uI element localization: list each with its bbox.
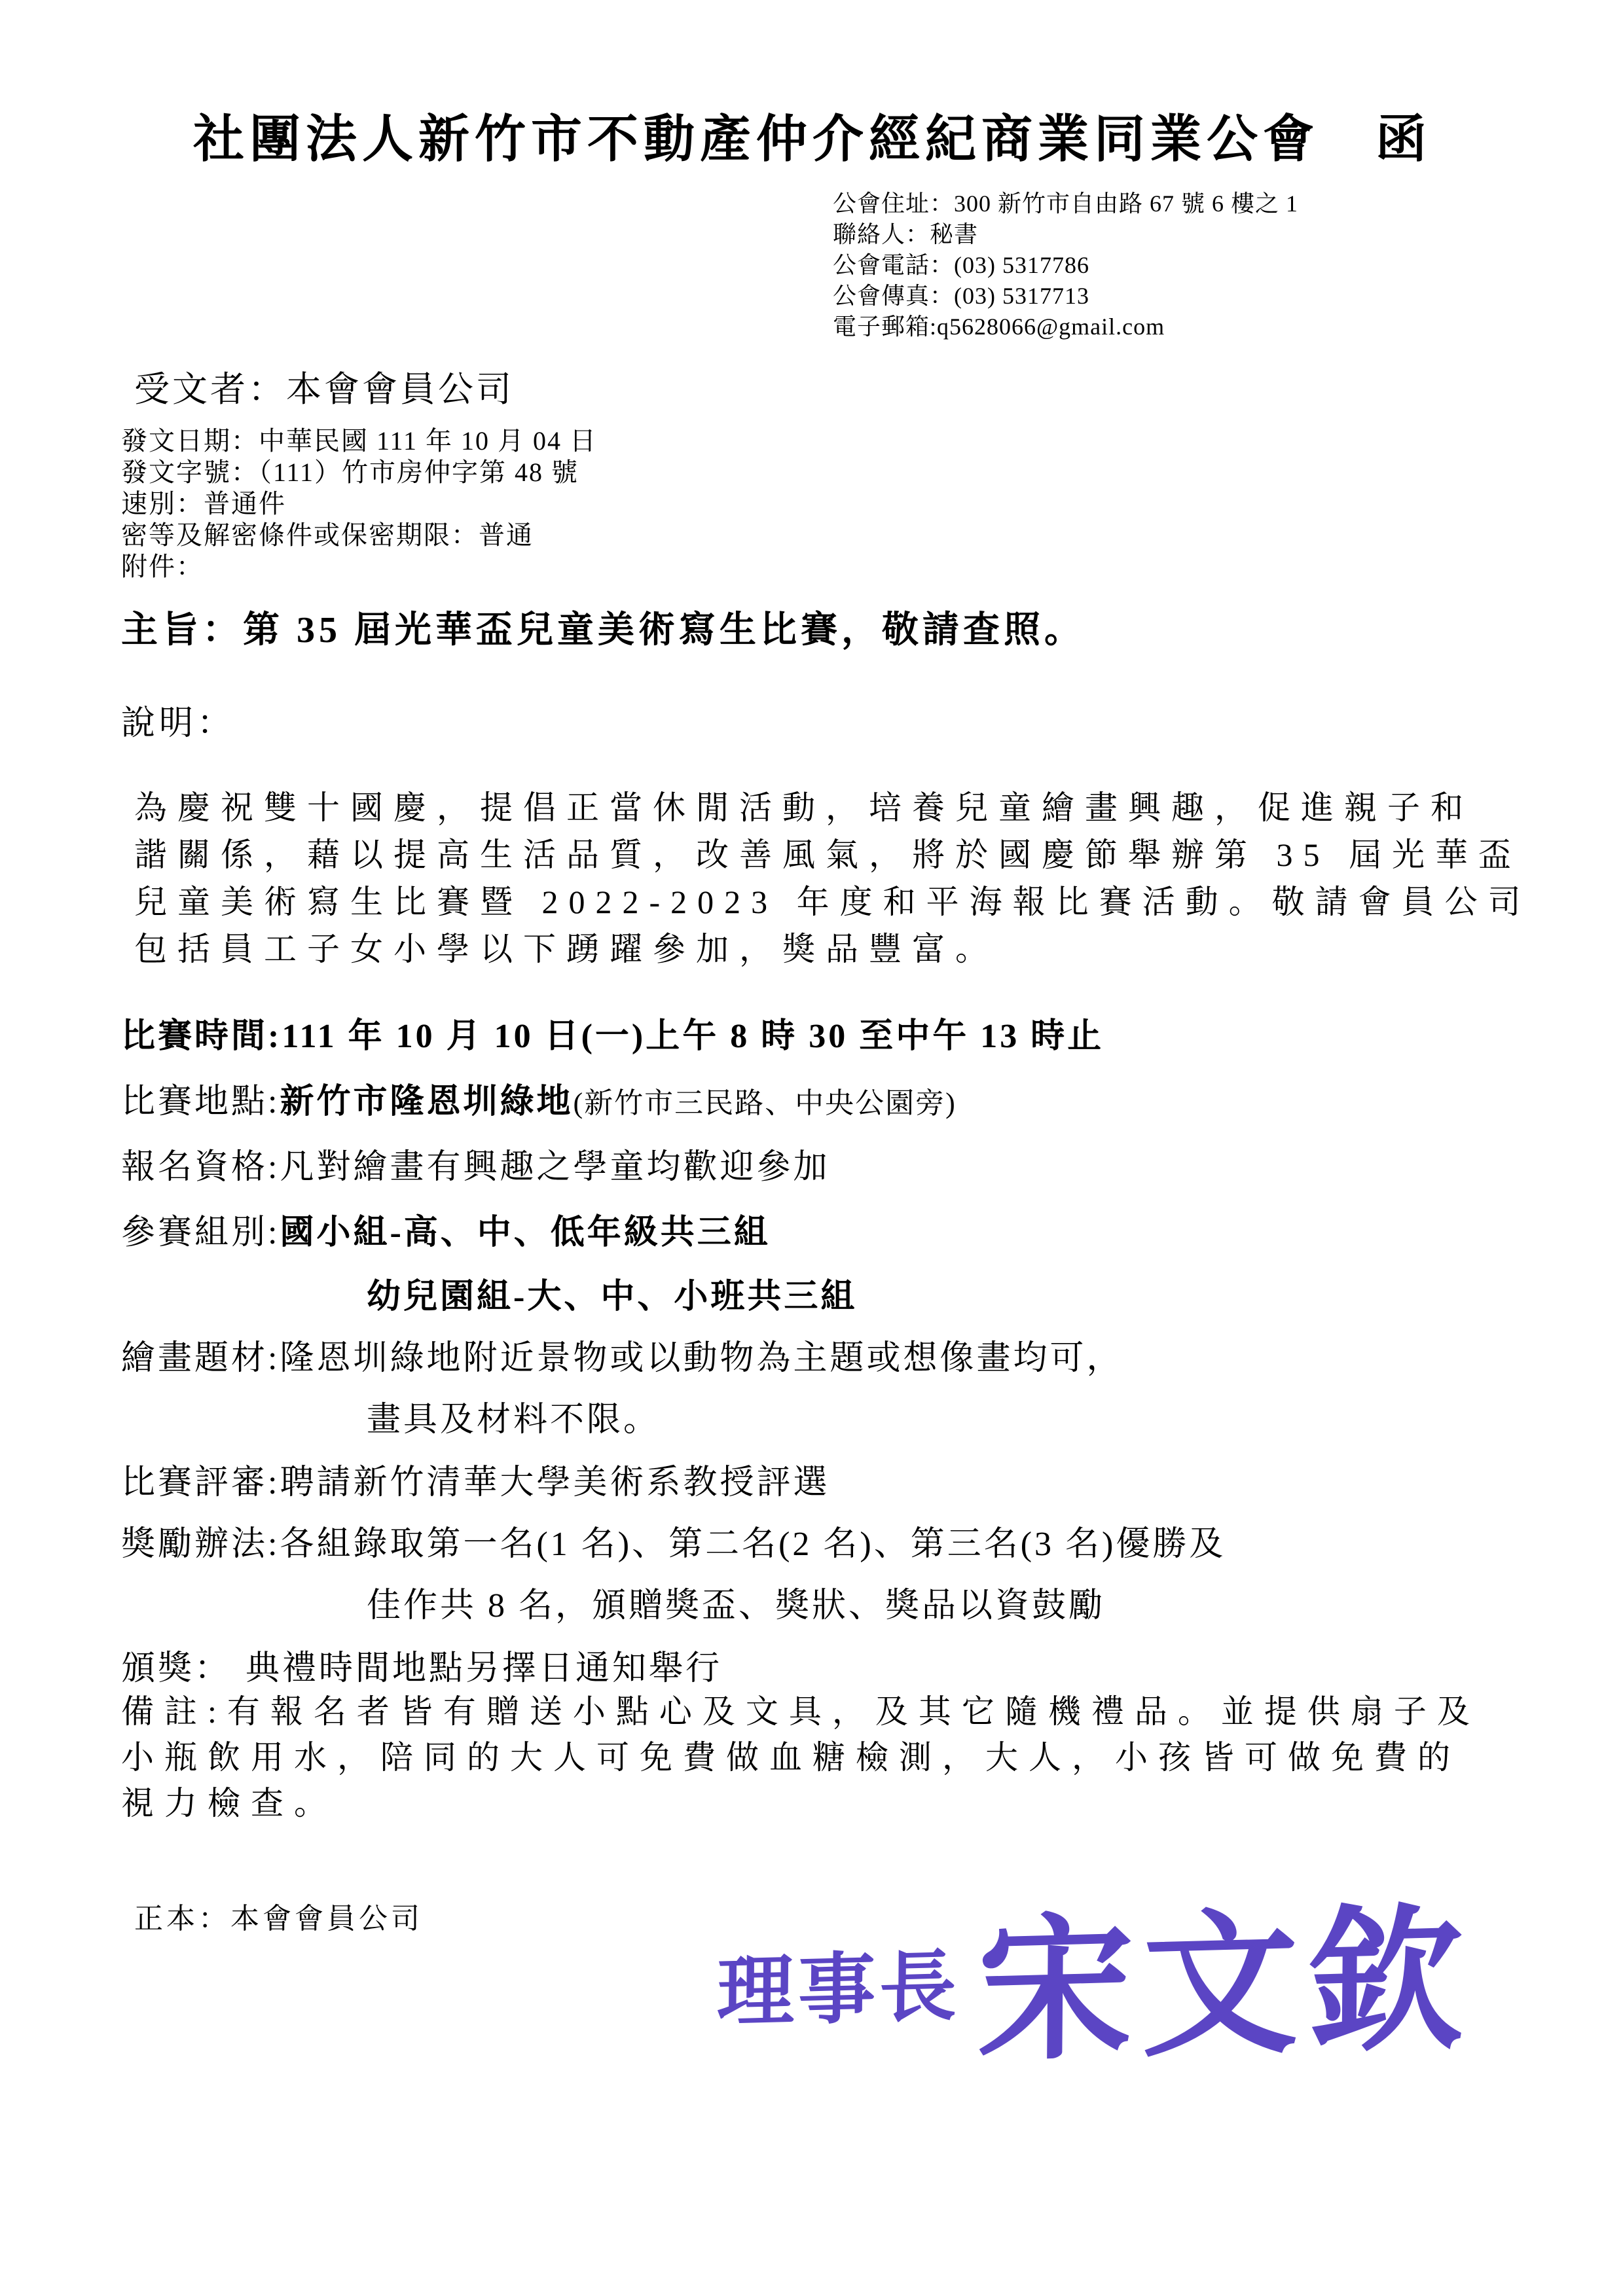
detail-row-eligibility — [121, 1139, 830, 1188]
meta-doc-number: 發文字號：（111）竹市房仲字第 48 號 — [121, 457, 579, 487]
detail-row-judges — [121, 1454, 830, 1503]
body-line: 為慶祝雙十國慶，提倡正當休閒活動，培養兒童繪畫興趣，促進親子和 — [134, 789, 1474, 826]
detail-row-groups-kindergarten — [367, 1268, 857, 1318]
detail-value: 聘請新竹清華大學美術系教授評選 — [280, 1464, 830, 1501]
document-title: 社團法人新竹市不動產仲介經紀商業同業公會 函 — [193, 111, 1432, 168]
subject-line: 主旨：第 35 屆光華盃兒童美術寫生比賽，敬請查照。 — [121, 610, 1085, 651]
meta-issue-date: 發文日期：中華民國 111 年 10 月 04 日 — [121, 426, 598, 456]
detail-value: 國小組-高、中、低年級共三組 — [280, 1214, 771, 1251]
contact-person: 聯絡人：秘書 — [833, 221, 979, 247]
detail-row-ceremony — [121, 1640, 722, 1689]
meta-attachment: 附件： — [121, 552, 204, 581]
detail-value: 111 年 10 月 10 日(一)上午 8 時 30 至中午 13 時止 — [282, 1018, 1104, 1055]
detail-value: 畫具及材料不限。 — [367, 1401, 661, 1439]
detail-label: 報名資格: — [121, 1149, 280, 1186]
body-paragraph — [134, 784, 1531, 973]
contact-email: 電子郵箱:q5628066@gmail.com — [833, 314, 1165, 340]
detail-value: 新竹市隆恩圳綠地 — [280, 1083, 574, 1121]
detail-label: 比賽時間: — [121, 1018, 282, 1055]
body-line: 包括員工子女小學以下踴躍參加，獎品豐富。 — [134, 931, 998, 967]
detail-label: 參賽組別: — [121, 1214, 280, 1251]
detail-suffix: (新竹市三民路、中央公園旁) — [573, 1087, 957, 1119]
detail-value: 凡對繪畫有興趣之學童均歡迎參加 — [280, 1149, 830, 1186]
chairman-signature-stamp — [716, 1854, 1474, 2098]
detail-label: 繪畫題材: — [121, 1340, 280, 1377]
detail-row-contest-time — [121, 1008, 1104, 1057]
notes-line: 視力檢查。 — [121, 1785, 337, 1821]
detail-row-contest-place — [121, 1073, 957, 1122]
chairman-name: 宋文欽 — [976, 1894, 1473, 2080]
detail-value: 各組錄取第一名(1 名)、第二名(2 名)、第三名(3 名)優勝及 — [280, 1526, 1226, 1563]
detail-row-theme-materials — [367, 1391, 660, 1441]
body-line: 諧關係，藉以提高生活品質，改善風氣，將於國慶節舉辦第 35 屆光華盃 — [134, 836, 1522, 873]
notes-block — [121, 1689, 1480, 1826]
detail-value: 幼兒園組-大、中、小班共三組 — [367, 1278, 858, 1316]
notes-line: 小瓶飲用水，陪同的大人可免費做血糖檢測，大人，小孩皆可做免費的 — [121, 1739, 1461, 1776]
chairman-title: 理事長 — [716, 1944, 961, 2037]
detail-value: 隆恩圳綠地附近景物或以動物為主題或想像畫均可， — [280, 1340, 1123, 1377]
body-line: 兒童美術寫生比賽暨 2022-2023 年度和平海報比賽活動。敬請會員公司 — [134, 884, 1531, 920]
detail-row-groups — [121, 1204, 771, 1253]
meta-security-class: 密等及解密條件或保密期限：普通 — [121, 520, 534, 550]
contact-fax: 公會傳真：(03) 5317713 — [833, 283, 1089, 309]
original-copy-line: 正本：本會會員公司 — [134, 1903, 423, 1935]
notes-line: 備註:有報名者皆有贈送小點心及文具，及其它隨機禮品。並提供扇子及 — [121, 1693, 1480, 1730]
contact-phone: 公會電話：(03) 5317786 — [833, 252, 1089, 278]
meta-speed-class: 速別：普通件 — [121, 489, 286, 518]
detail-row-theme — [121, 1330, 1123, 1379]
detail-row-awards — [121, 1516, 1226, 1565]
detail-label: 頒獎： — [121, 1650, 232, 1687]
contact-block — [833, 188, 1298, 342]
detail-value: 典禮時間地點另擇日通知舉行 — [246, 1650, 723, 1687]
explanation-heading: 說明： — [121, 705, 236, 742]
detail-label: 比賽地點: — [121, 1083, 280, 1121]
detail-label: 比賽評審: — [121, 1464, 280, 1501]
meta-block — [121, 425, 597, 583]
detail-row-awards-continued — [367, 1577, 1105, 1626]
contact-address: 公會住址：300 新竹市自由路 67 號 6 樓之 1 — [833, 190, 1299, 217]
detail-value: 佳作共 8 名，頒贈獎盃、獎狀、獎品以資鼓勵 — [367, 1587, 1106, 1624]
detail-label: 獎勵辦法: — [121, 1526, 280, 1563]
recipient-line: 受文者：本會會員公司 — [134, 370, 514, 409]
